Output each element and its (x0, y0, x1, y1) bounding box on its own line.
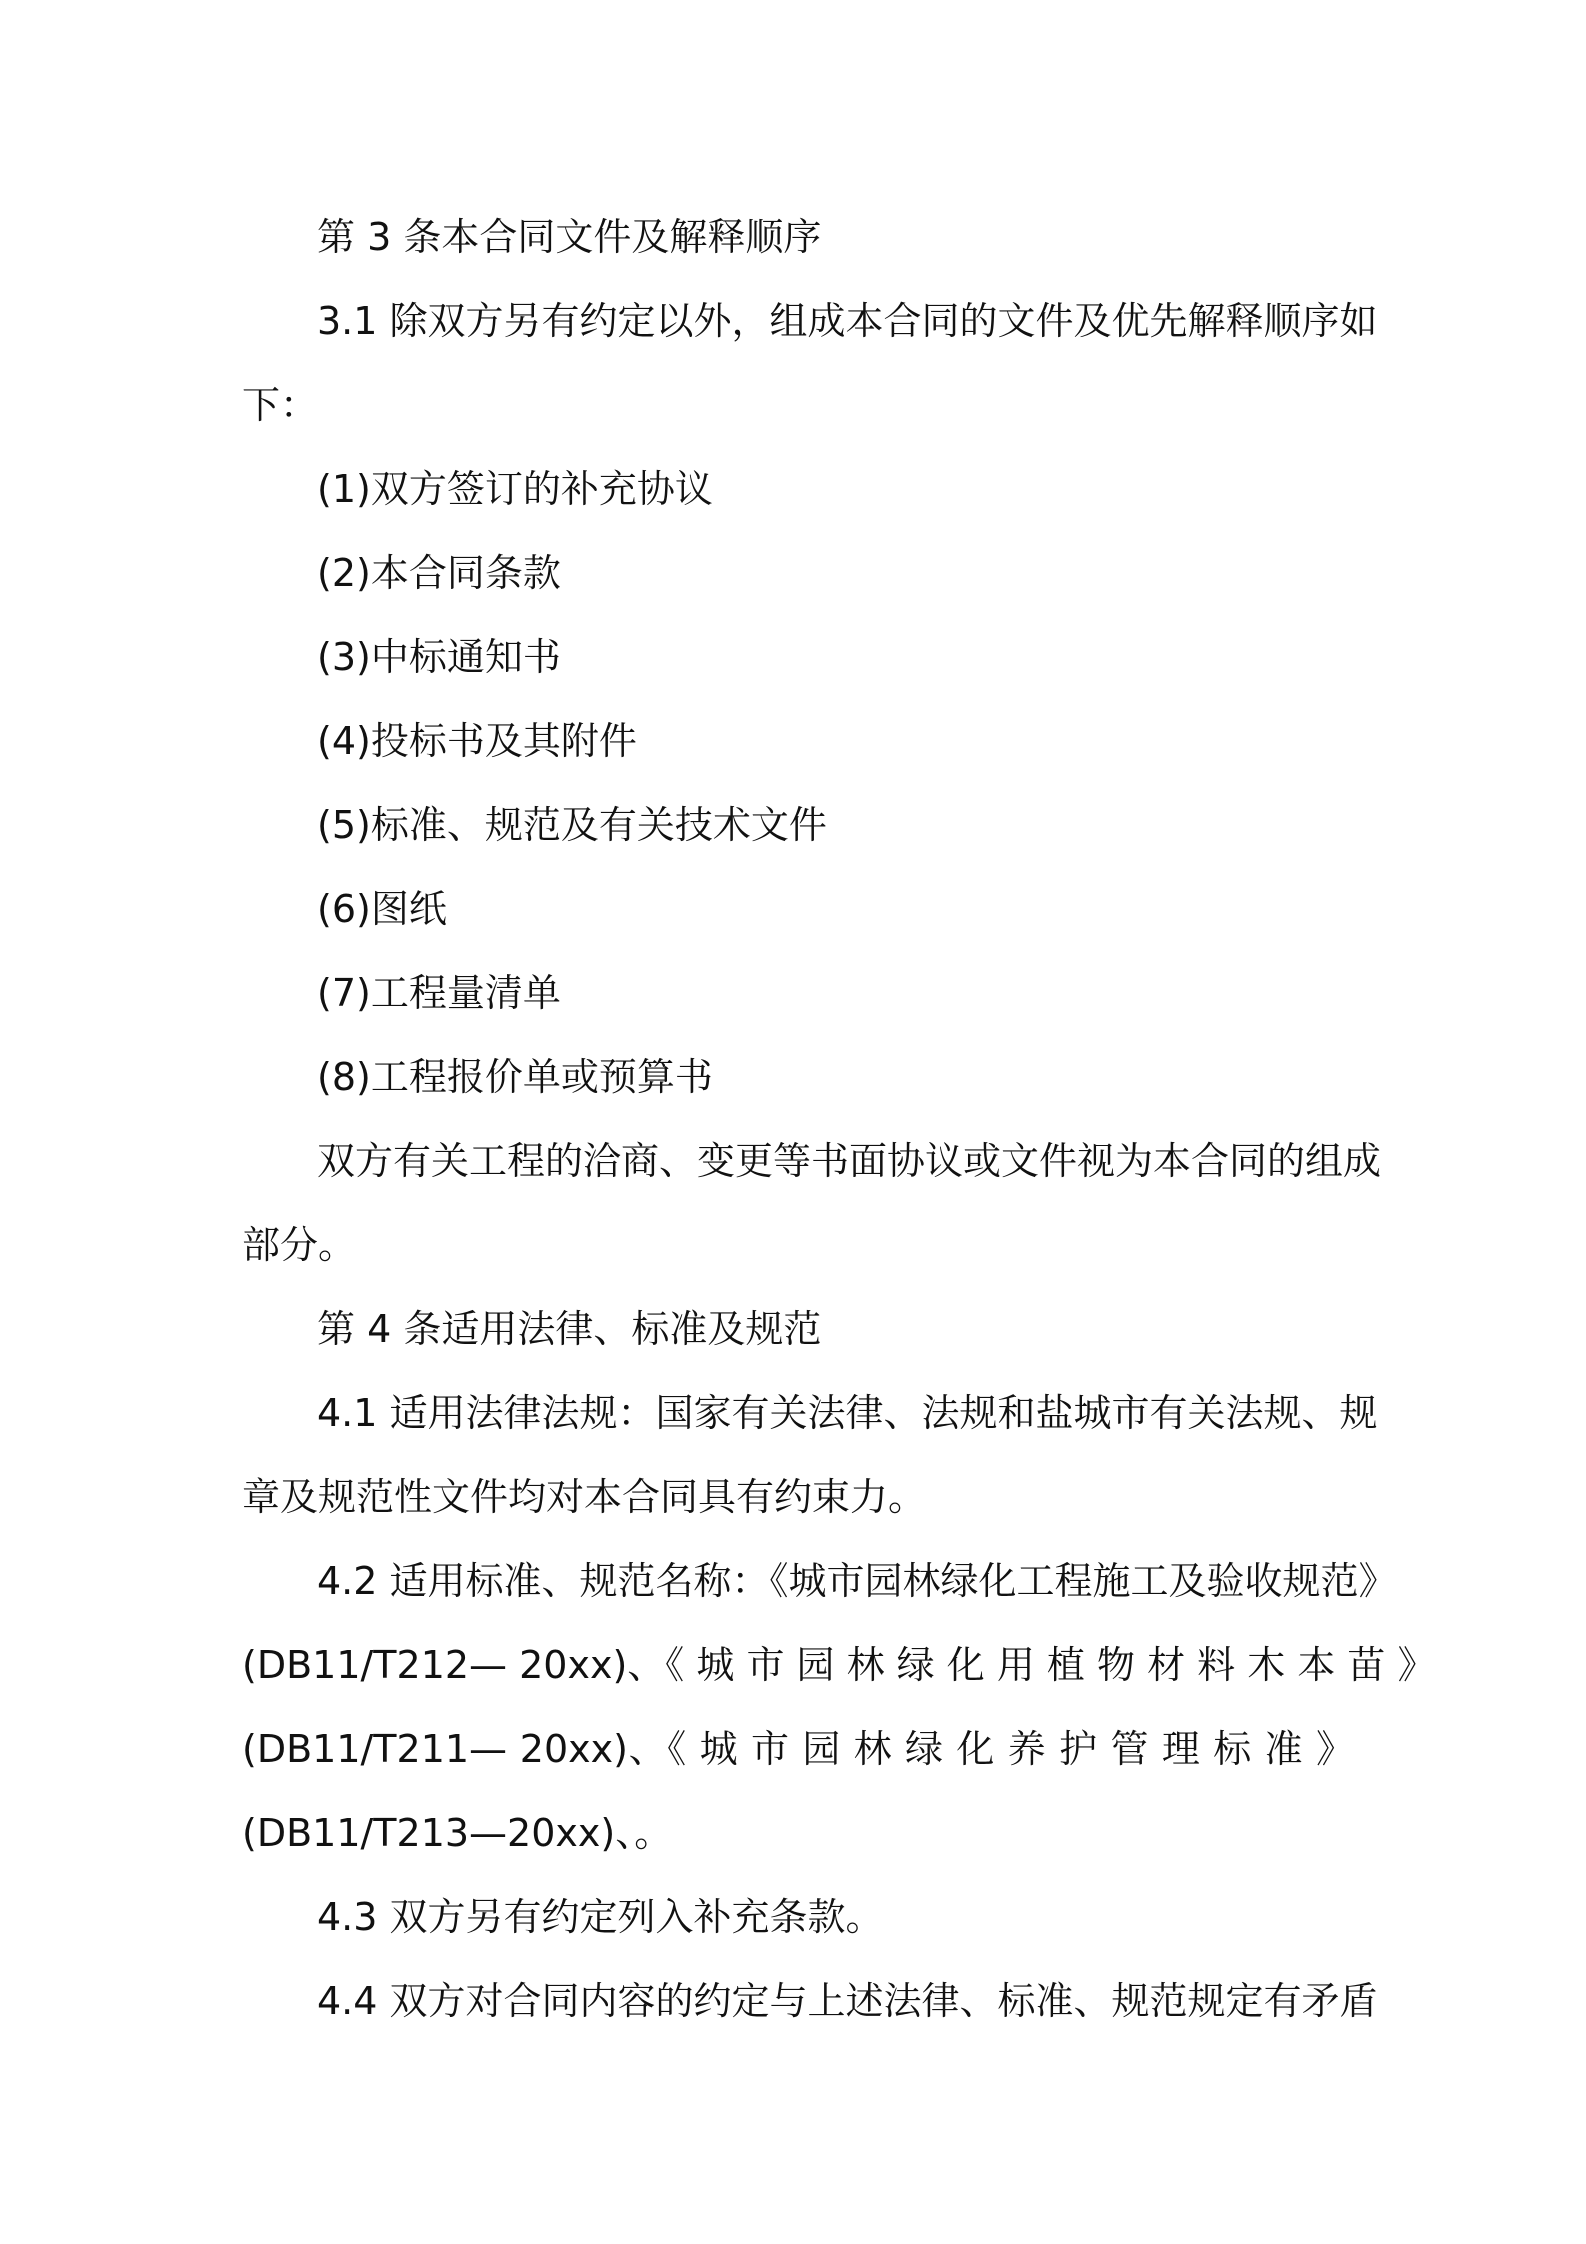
paragraph-documents-line-1: 双方有关工程的洽商、变更等书面协议或文件视为本合同的组成 (317, 1139, 1382, 1183)
list-item-8: (8)工程报价单或预算书 (317, 1055, 713, 1099)
clause-4-4-line-1: 4.4 双方对合同内容的约定与上述法律、标准、规范规定有矛盾 (317, 1979, 1378, 2023)
clause-4-2-line-4: (DB11/T213—20xx)、。 (242, 1811, 673, 1855)
list-item-4: (4)投标书及其附件 (317, 719, 637, 763)
clause-4-1-line-2: 章及规范性文件均对本合同具有约束力。 (242, 1475, 927, 1519)
clause-4-2-line-2: (DB11/T212— 20xx)、《 城 市 园 林 绿 化 用 植 物 材 料 木 本 苗 》 (242, 1643, 1436, 1687)
list-item-5: (5)标准、规范及有关技术文件 (317, 803, 827, 847)
list-item-2: (2)本合同条款 (317, 551, 561, 595)
clause-4-1-line-1: 4.1 适用法律法规：国家有关法律、法规和盐城市有关法规、规 (317, 1391, 1378, 1435)
article-3-heading: 第 3 条本合同文件及解释顺序 (317, 215, 822, 259)
clause-4-3: 4.3 双方另有约定列入补充条款。 (317, 1895, 884, 1939)
clause-4-2-line-1: 4.2 适用标准、规范名称：《城市园林绿化工程施工及验收规范》 (317, 1559, 1397, 1603)
list-item-3: (3)中标通知书 (317, 635, 561, 679)
clause-3-1-line-1: 3.1 除双方另有约定以外，组成本合同的文件及优先解释顺序如 (317, 299, 1378, 343)
document-page (242, 195, 1436, 2043)
list-item-7: (7)工程量清单 (317, 971, 561, 1015)
list-item-6: (6)图纸 (317, 887, 447, 931)
list-item-1: (1)双方签订的补充协议 (317, 467, 713, 511)
paragraph-documents-line-2: 部分。 (242, 1223, 357, 1267)
clause-3-1-line-2: 下： (242, 383, 319, 427)
article-4-heading: 第 4 条适用法律、标准及规范 (317, 1307, 822, 1351)
clause-4-2-line-3: (DB11/T211— 20xx)、《 城 市 园 林 绿 化 养 护 管 理 标 准 》 (242, 1727, 1354, 1771)
